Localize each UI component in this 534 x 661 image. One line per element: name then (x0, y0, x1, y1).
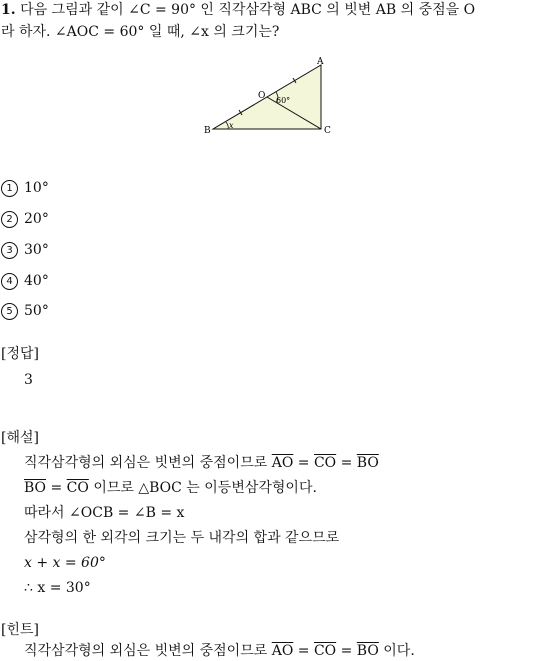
equals-sign: = (297, 455, 310, 471)
choice-2[interactable] (1, 209, 49, 229)
segment-bo: $\overline{BO}$ (356, 643, 379, 659)
segment-co: $\overline{CO}$ (313, 455, 337, 471)
explanation-line-6: ∴ x = 30° (24, 580, 91, 596)
triangle-figure (0, 55, 534, 145)
segment-bo: $\overline{BO}$ (356, 455, 379, 471)
hint-tail: 이다. (383, 643, 415, 659)
explanation-line-3: 따라서 ∠OCB = ∠B = x (24, 505, 185, 521)
label-angle-aoc: 60° (276, 96, 291, 105)
segment-co: $\overline{CO}$ (66, 480, 89, 496)
explanation-line-2 (24, 478, 317, 498)
equals-sign: = (297, 643, 310, 659)
explanation-line-1 (24, 453, 379, 473)
answer-header: [정답] (1, 346, 39, 362)
label-a: A (317, 57, 324, 67)
question-text-1: 다음 그림과 같이 ∠C = 90° 인 직각삼각형 ABC 의 빗변 AB 의 중점을 O (20, 2, 476, 18)
equals-sign: = (340, 643, 353, 659)
choice-marker-1: 1 (1, 180, 18, 197)
equals-sign: = (340, 455, 353, 471)
segment-ao: $\overline{AO}$ (271, 643, 294, 659)
label-o: O (258, 91, 266, 101)
hint-header: [힌트] (1, 622, 39, 638)
choice-text-1: 10° (24, 180, 49, 196)
explanation-text-1: 직각삼각형의 외심은 빗변의 중점이므로 (24, 455, 268, 471)
choice-1[interactable] (1, 178, 49, 198)
choice-text-3: 30° (24, 242, 49, 258)
choice-text-5: 50° (24, 303, 49, 319)
choice-marker-4: 4 (1, 273, 18, 290)
choice-5[interactable] (1, 301, 49, 321)
segment-co: $\overline{CO}$ (313, 643, 337, 659)
hint-text: 직각삼각형의 외심은 빗변의 중점이므로 (24, 643, 268, 659)
hint-line (24, 641, 415, 661)
choice-marker-5: 5 (1, 303, 18, 320)
segment-bo: $\overline{BO}$ (24, 480, 47, 496)
explanation-header: [해설] (1, 430, 39, 446)
choice-marker-3: 3 (1, 242, 18, 259)
segment-ao: $\overline{AO}$ (271, 455, 294, 471)
choice-3[interactable] (1, 240, 49, 260)
question-line-1 (1, 0, 475, 20)
label-b: B (204, 126, 211, 136)
explanation-text-2: 이므로 △BOC 는 이등변삼각형이다. (93, 480, 317, 496)
choice-marker-2: 2 (1, 211, 18, 228)
label-c: C (324, 126, 331, 136)
question-line-2 (1, 22, 279, 42)
answer-value: 3 (24, 372, 33, 388)
question-text-2: 라 하자. ∠AOC = 60° 일 때, ∠x 의 크기는? (1, 24, 280, 40)
choice-4[interactable] (1, 271, 49, 291)
explanation-line-5: x + x = 60° (24, 555, 106, 571)
explanation-line-4: 삼각형의 한 외각의 크기는 두 내각의 합과 같으므로 (24, 530, 340, 546)
choice-text-2: 20° (24, 211, 49, 227)
label-angle-x: x (229, 121, 234, 130)
question-number: 1. (1, 2, 16, 18)
choice-text-4: 40° (24, 273, 49, 289)
equals-sign: = (50, 480, 63, 496)
